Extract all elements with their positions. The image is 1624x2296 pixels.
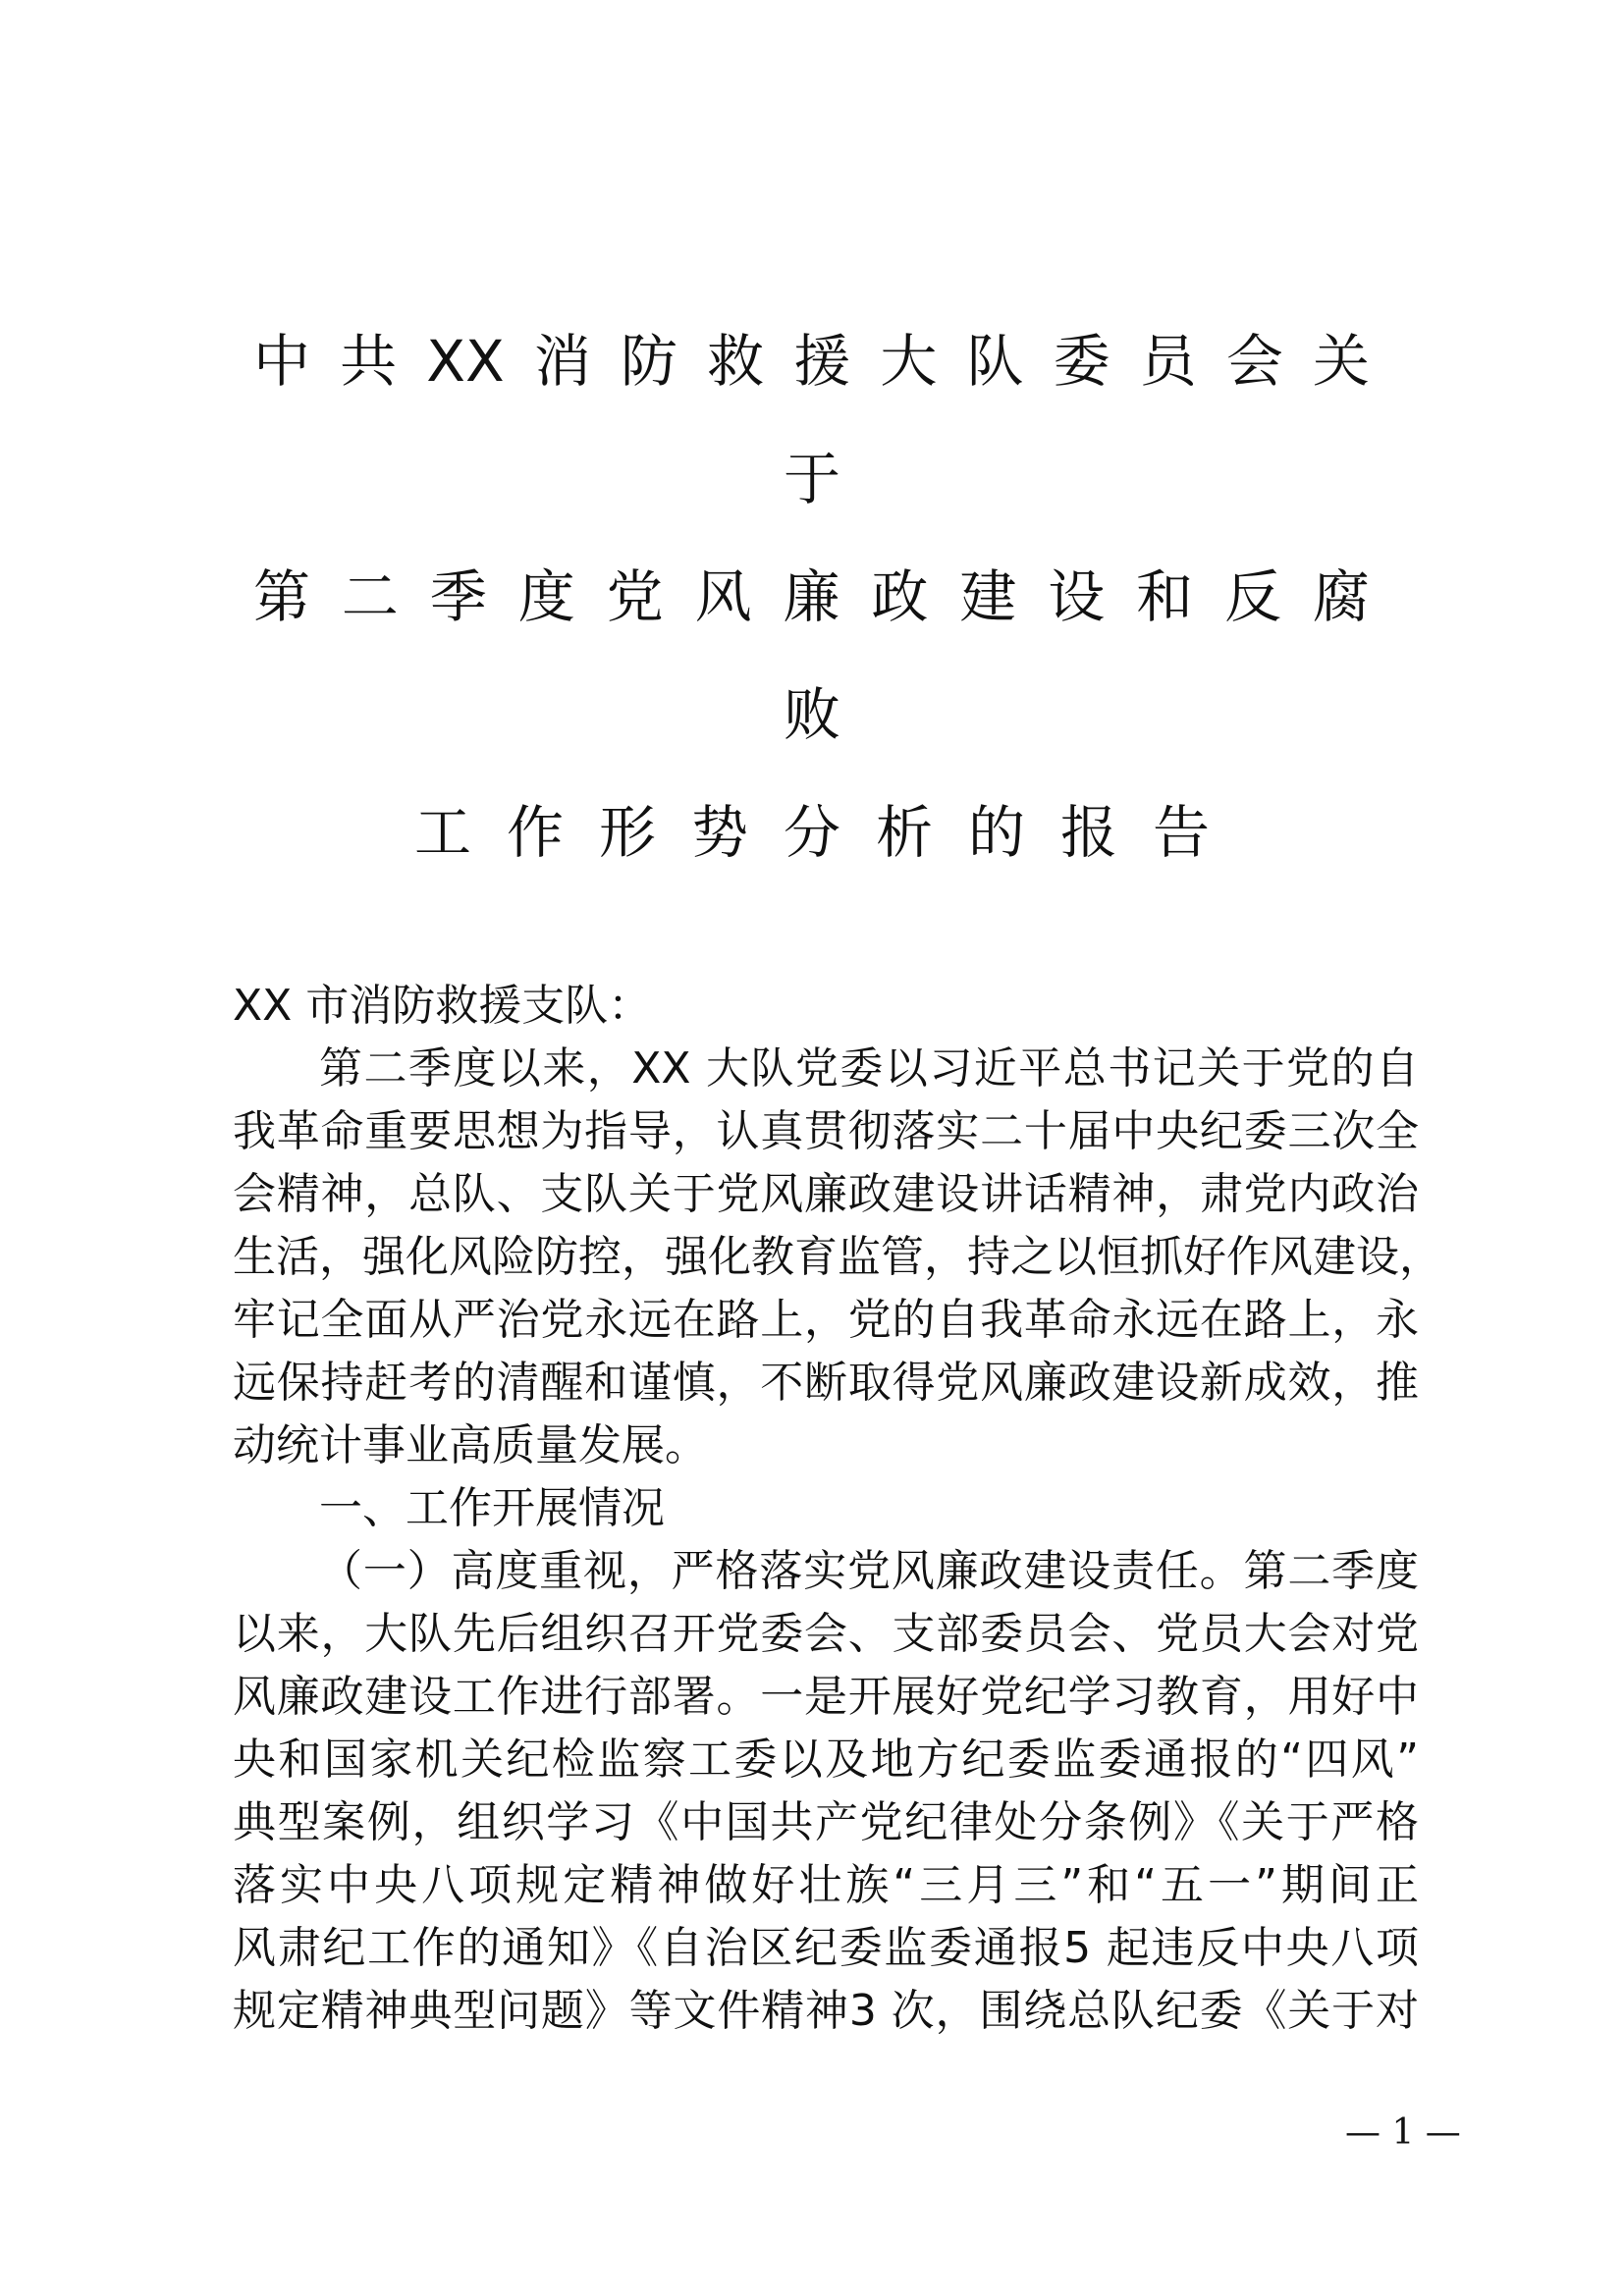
body-line: 远保持赶考的清醒和谨慎，不断取得党风廉政建设新成效，推: [233, 1358, 1419, 1408]
body-line: 动统计事业高质量发展。: [233, 1420, 708, 1470]
body-line: 第二季度以来，XX 大队党委以习近平总书记关于党的自: [319, 1043, 1419, 1094]
body-line: 会精神，总队、支队关于党风廉政建设讲话精神，肃党内政治: [233, 1169, 1419, 1219]
title-line-2: 于: [783, 446, 840, 512]
title-line-5: 工作形势分析的报告: [413, 799, 1245, 866]
body-line: 生活，强化风险防控，强化教育监管，持之以恒抓好作风建设，: [233, 1232, 1442, 1282]
page-number: — 1 —: [1345, 2112, 1461, 2153]
section-heading: 一、工作开展情况: [319, 1483, 665, 1533]
body-line: 风肃纪工作的通知》《自治区纪委监委通报5 起违反中央八项: [233, 1923, 1419, 1973]
body-line: 典型案例，组织学习《中国共产党纪律处分条例》《关于严格: [233, 1797, 1419, 1847]
body-line: 规定精神典型问题》等文件精神3 次，围绕总队纪委《关于对: [233, 1986, 1419, 2036]
body-line: 以来，大队先后组织召开党委会、支部委员会、党员大会对党: [233, 1609, 1419, 1659]
salutation: XX 市消防救援支队：: [233, 981, 652, 1031]
body-line: 我革命重要思想为指导，认真贯彻落实二十届中央纪委三次全: [233, 1106, 1419, 1156]
body-line: 央和国家机关纪检监察工委以及地方纪委监委通报的“四风”: [233, 1735, 1419, 1785]
title-line-4: 败: [783, 681, 840, 748]
body-line: 牢记全面从严治党永远在路上，党的自我革命永远在路上，永: [233, 1295, 1419, 1345]
body-line: 落实中央八项规定精神做好壮族“三月三”和“五一”期间正: [233, 1860, 1419, 1910]
title-line-1: 中共XX消防救援大队委员会关: [253, 328, 1370, 395]
title-line-3: 第二季度党风廉政建设和反腐: [253, 563, 1370, 630]
body-line: 风廉政建设工作进行部署。一是开展好党纪学习教育，用好中: [233, 1672, 1419, 1722]
subsection-heading: （一）高度重视，严格落实党风廉政建设责任。第二季度: [319, 1546, 1419, 1596]
